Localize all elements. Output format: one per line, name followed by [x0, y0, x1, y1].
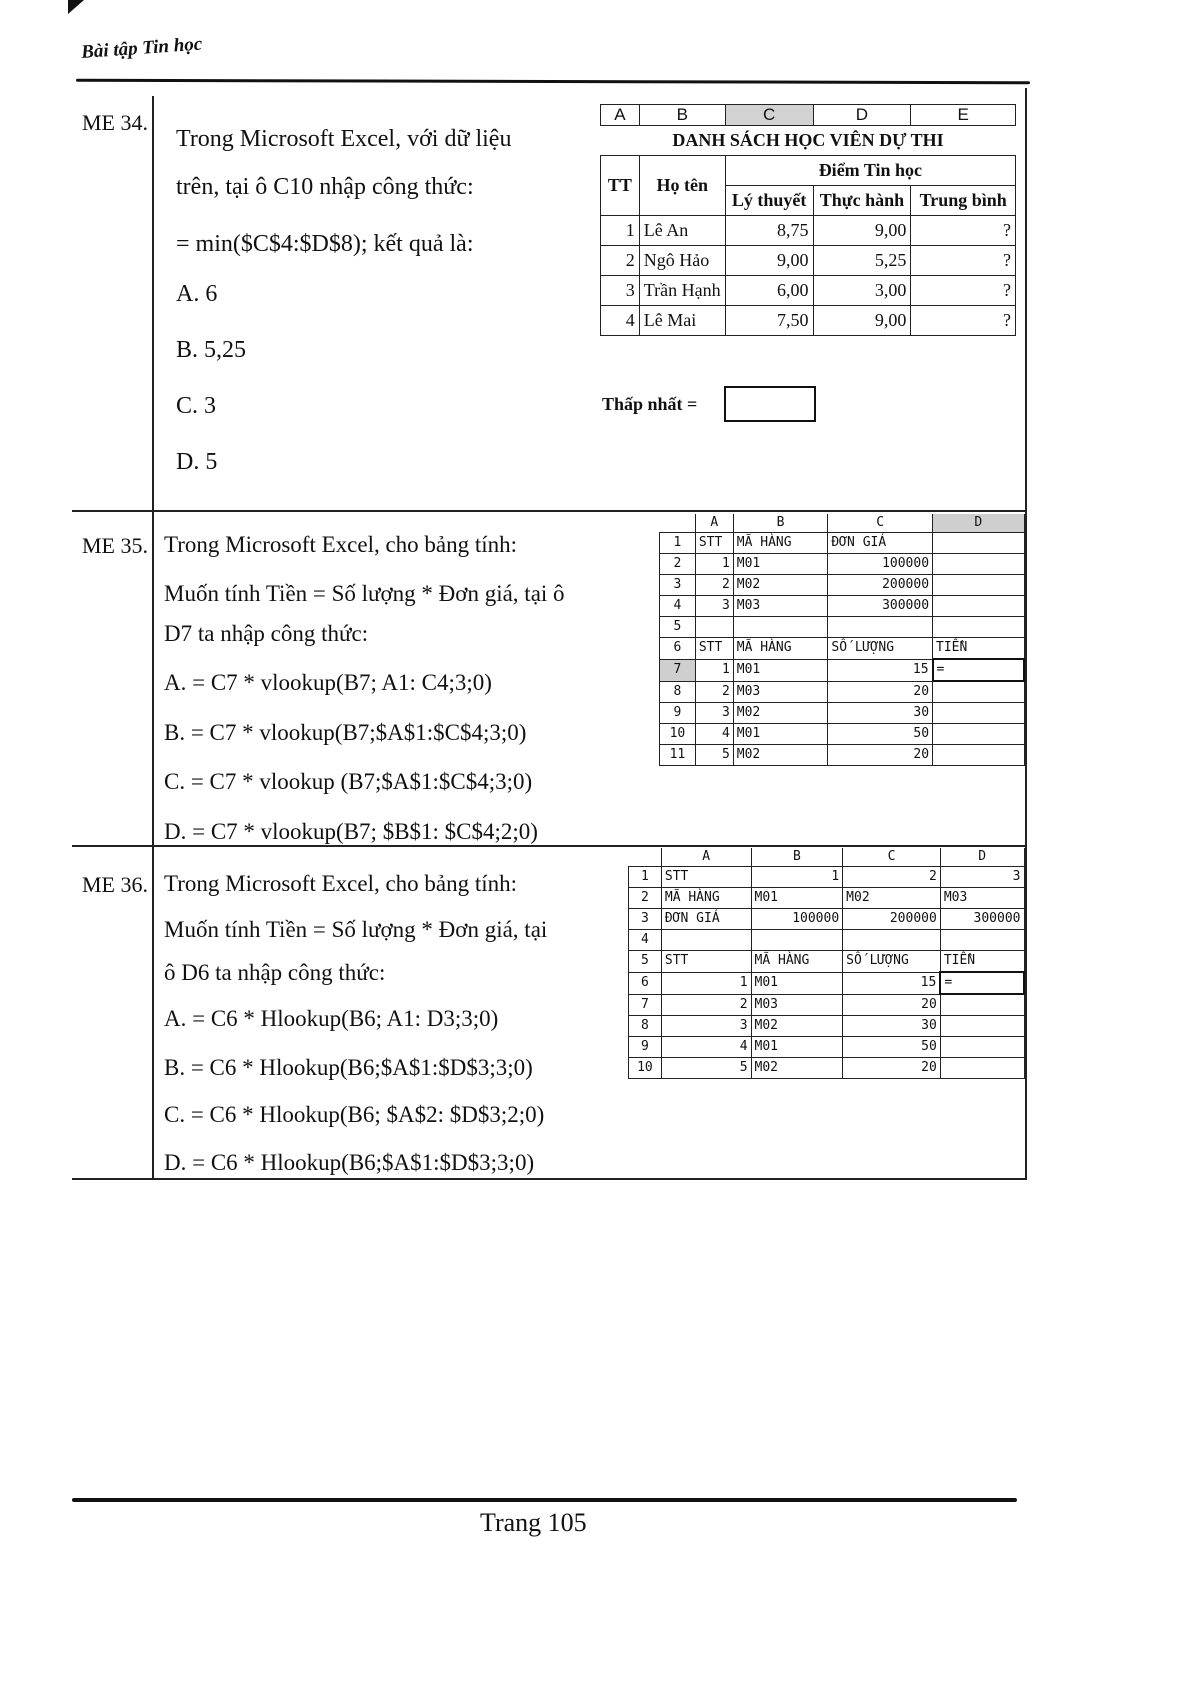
cell-theory: 7,50 — [725, 306, 813, 336]
cell: M03 — [940, 888, 1024, 909]
q34-option-c: C. 3 — [176, 393, 217, 419]
cell-practice: 3,00 — [813, 276, 911, 306]
row-divider-35-36 — [72, 845, 1027, 847]
cell: M02 — [751, 1016, 843, 1037]
header-name: Họ tên — [639, 156, 725, 216]
cell — [933, 617, 1024, 638]
cell: M03 — [733, 681, 828, 703]
label-column-divider — [152, 96, 154, 1180]
cell: 200000 — [828, 575, 933, 596]
row-number: 2 — [629, 888, 662, 909]
cell: 15 — [843, 972, 941, 994]
cell-theory: 8,75 — [725, 216, 813, 246]
cell: M01 — [733, 554, 828, 575]
q34-line-1: Trong Microsoft Excel, với dữ liệu — [176, 126, 512, 152]
cell: M01 — [751, 972, 843, 994]
table-row — [660, 745, 1025, 766]
cell-tt: 2 — [601, 246, 640, 276]
cell: M01 — [733, 724, 828, 745]
q34-option-a: A. 6 — [176, 281, 218, 307]
cell-average: ? — [911, 246, 1016, 276]
corner-cell — [660, 514, 696, 533]
cell: M02 — [751, 1058, 843, 1079]
cell-practice: 9,00 — [813, 216, 911, 246]
row-number: 9 — [660, 703, 696, 724]
col-header-d: D — [933, 514, 1024, 533]
table-row — [660, 617, 1025, 638]
right-border — [1025, 88, 1027, 1180]
q35-line-3: D7 ta nhập công thức: — [164, 621, 369, 646]
col-header-b: B — [639, 105, 725, 126]
cell-practice: 5,25 — [813, 246, 911, 276]
corner-cell — [629, 848, 662, 867]
cell — [751, 930, 843, 951]
table-row — [629, 972, 1025, 994]
table-row — [660, 554, 1025, 575]
cell: 3 — [695, 703, 733, 724]
cell: 200000 — [843, 909, 941, 930]
cell: 30 — [843, 1016, 941, 1037]
q34-option-b: B. 5,25 — [176, 337, 247, 363]
row-number: 7 — [660, 659, 696, 681]
q35-option-d: D. = C7 * vlookup(B7; $B$1: $C$4;2;0) — [164, 819, 538, 844]
cell: TIỀN — [940, 951, 1024, 973]
row-number: 3 — [660, 575, 696, 596]
cell: 100000 — [828, 554, 933, 575]
table-row — [601, 216, 1016, 246]
row-number: 6 — [660, 638, 696, 660]
cell: 3 — [940, 867, 1024, 888]
q36-option-c: C. = C6 * Hlookup(B6; $A$2: $D$3;2;0) — [164, 1102, 545, 1127]
table-row — [601, 276, 1016, 306]
cell — [733, 617, 828, 638]
row-number: 8 — [660, 681, 696, 703]
row-number: 9 — [629, 1037, 662, 1058]
row-divider-34-35 — [72, 510, 1027, 512]
cell: M01 — [733, 659, 828, 681]
cell-tt: 1 — [601, 216, 640, 246]
q34-option-d: D. 5 — [176, 449, 218, 475]
table-row — [629, 1058, 1025, 1079]
cell: 20 — [843, 1058, 941, 1079]
table-row — [629, 994, 1025, 1016]
cell: STT — [661, 951, 751, 973]
cell: M02 — [733, 575, 828, 596]
cell-average: ? — [911, 216, 1016, 246]
cell — [933, 703, 1024, 724]
q35-spreadsheet — [659, 514, 1025, 766]
cell — [940, 1037, 1024, 1058]
col-header-a: A — [661, 848, 751, 867]
cell — [828, 617, 933, 638]
page-number: Trang 105 — [480, 1508, 587, 1537]
table-row — [629, 1037, 1025, 1058]
q36-spreadsheet — [628, 848, 1025, 1079]
cell: 2 — [695, 681, 733, 703]
cell: 5 — [695, 745, 733, 766]
cell: 3 — [695, 596, 733, 617]
q34-score-table — [600, 104, 1016, 336]
table-row — [629, 930, 1025, 951]
cell: STT — [695, 638, 733, 660]
question-label-34: ME 34. — [82, 110, 148, 135]
row-number: 7 — [629, 994, 662, 1016]
page-header-title: Bài tập Tin học — [80, 33, 203, 64]
header-average: Trung bình — [911, 186, 1016, 216]
table-row — [660, 638, 1025, 660]
cell: 2 — [695, 575, 733, 596]
cell: 15 — [828, 659, 933, 681]
row-number: 8 — [629, 1016, 662, 1037]
q34-line-3: = min($C$4:$D$8); kết quả là: — [176, 231, 474, 257]
q35-option-a: A. = C7 * vlookup(B7; A1: C4;3;0) — [164, 670, 492, 695]
table-row — [629, 909, 1025, 930]
table-row — [629, 951, 1025, 973]
row-number: 5 — [629, 951, 662, 973]
cell: M03 — [751, 994, 843, 1016]
q36-line-2: Muốn tính Tiền = Số lượng * Đơn giá, tại — [164, 917, 548, 942]
cell — [933, 745, 1024, 766]
cell-average: ? — [911, 276, 1016, 306]
cell: MÃ HÀNG — [751, 951, 843, 973]
table-row — [601, 246, 1016, 276]
q36-line-1: Trong Microsoft Excel, cho bảng tính: — [164, 871, 518, 896]
cell — [695, 617, 733, 638]
cell — [940, 994, 1024, 1016]
cell: 2 — [661, 994, 751, 1016]
q35-line-1: Trong Microsoft Excel, cho bảng tính: — [164, 532, 518, 557]
cell — [940, 1058, 1024, 1079]
cell — [933, 724, 1024, 745]
cell: M02 — [733, 745, 828, 766]
cell: MÃ HÀNG — [661, 888, 751, 909]
cell-average: ? — [911, 306, 1016, 336]
table-row — [660, 703, 1025, 724]
q36-option-b: B. = C6 * Hlookup(B6;$A$1:$D$3;3;0) — [164, 1055, 533, 1080]
column-header-row — [629, 848, 1025, 867]
row-number: 6 — [629, 972, 662, 994]
cell-name: Ngô Hảo — [639, 246, 725, 276]
cell — [933, 554, 1024, 575]
col-header-e: E — [911, 105, 1016, 126]
col-header-b: B — [733, 514, 828, 533]
cell: TIỀN — [933, 638, 1024, 660]
table-row — [660, 659, 1025, 681]
row-number: 3 — [629, 909, 662, 930]
cell: 300000 — [940, 909, 1024, 930]
cell — [933, 596, 1024, 617]
header-theory: Lý thuyết — [725, 186, 813, 216]
cell — [661, 930, 751, 951]
row-number: 2 — [660, 554, 696, 575]
cell-tt: 3 — [601, 276, 640, 306]
q34-line-2: trên, tại ô C10 nhập công thức: — [176, 174, 474, 200]
row-number: 1 — [629, 867, 662, 888]
cell: MÃ HÀNG — [733, 638, 828, 660]
cell — [940, 930, 1024, 951]
cell-theory: 9,00 — [725, 246, 813, 276]
cell: 20 — [843, 994, 941, 1016]
active-cell-d7: = — [933, 659, 1024, 681]
cell-theory: 6,00 — [725, 276, 813, 306]
cell: 300000 — [828, 596, 933, 617]
cell: M02 — [733, 703, 828, 724]
cell: 50 — [828, 724, 933, 745]
column-header-row — [601, 105, 1016, 126]
col-header-a: A — [601, 105, 640, 126]
cell — [933, 575, 1024, 596]
min-result-cell — [724, 386, 816, 422]
cell: 1 — [661, 972, 751, 994]
col-header-d: D — [940, 848, 1024, 867]
cell: MÃ HÀNG — [733, 533, 828, 554]
cell: ĐƠN GIÁ — [661, 909, 751, 930]
footer-rule — [72, 1498, 1017, 1502]
corner-mark — [68, 0, 84, 14]
cell: 1 — [751, 867, 843, 888]
bottom-border — [72, 1178, 1027, 1180]
cell-name: Lê An — [639, 216, 725, 246]
column-header-row — [660, 514, 1025, 533]
q36-option-d: D. = C6 * Hlookup(B6;$A$1:$D$3;3;0) — [164, 1150, 535, 1175]
row-number: 5 — [660, 617, 696, 638]
question-label-36: ME 36. — [82, 872, 148, 897]
q36-line-3: ô D6 ta nhập công thức: — [164, 960, 386, 985]
row-number: 11 — [660, 745, 696, 766]
row-number: 4 — [660, 596, 696, 617]
table-row — [660, 724, 1025, 745]
row-number: 10 — [629, 1058, 662, 1079]
col-header-c: C — [843, 848, 941, 867]
q35-option-c: C. = C7 * vlookup (B7;$A$1:$C$4;3;0) — [164, 769, 533, 794]
table-row — [601, 306, 1016, 336]
cell: 100000 — [751, 909, 843, 930]
cell-practice: 9,00 — [813, 306, 911, 336]
cell: 5 — [661, 1058, 751, 1079]
cell: 50 — [843, 1037, 941, 1058]
table-row — [629, 867, 1025, 888]
cell: M01 — [751, 1037, 843, 1058]
question-label-35: ME 35. — [82, 533, 148, 558]
cell: 1 — [695, 659, 733, 681]
table-title: DANH SÁCH HỌC VIÊN DỰ THI — [601, 126, 1016, 156]
cell-name: Trần Hạnh — [639, 276, 725, 306]
row-number: 10 — [660, 724, 696, 745]
col-header-b: B — [751, 848, 843, 867]
cell: SỐ LƯỢNG — [828, 638, 933, 660]
cell-tt: 4 — [601, 306, 640, 336]
col-header-d: D — [813, 105, 911, 126]
cell: 20 — [828, 745, 933, 766]
cell — [933, 533, 1024, 554]
header-tt: TT — [601, 156, 640, 216]
cell: M01 — [751, 888, 843, 909]
col-header-a: A — [695, 514, 733, 533]
cell: ĐƠN GIÁ — [828, 533, 933, 554]
table-row — [660, 533, 1025, 554]
q35-line-2: Muốn tính Tiền = Số lượng * Đơn giá, tại ô — [164, 581, 565, 606]
cell: 3 — [661, 1016, 751, 1037]
cell: STT — [661, 867, 751, 888]
cell-name: Lê Mai — [639, 306, 725, 336]
table-row — [660, 681, 1025, 703]
table-row — [629, 888, 1025, 909]
table-row — [660, 575, 1025, 596]
cell — [940, 1016, 1024, 1037]
cell: STT — [695, 533, 733, 554]
header-score-group: Điểm Tin học — [725, 156, 1015, 186]
row-number: 1 — [660, 533, 696, 554]
cell: 4 — [661, 1037, 751, 1058]
cell — [933, 681, 1024, 703]
cell: 2 — [843, 867, 941, 888]
row-number: 4 — [629, 930, 662, 951]
col-header-c: C — [725, 105, 813, 126]
col-header-c: C — [828, 514, 933, 533]
cell: M02 — [843, 888, 941, 909]
table-row — [660, 596, 1025, 617]
header-rule — [76, 79, 1030, 84]
table-row — [629, 1016, 1025, 1037]
q36-option-a: A. = C6 * Hlookup(B6; A1: D3;3;0) — [164, 1006, 499, 1031]
cell: 4 — [695, 724, 733, 745]
q35-option-b: B. = C7 * vlookup(B7;$A$1:$C$4;3;0) — [164, 720, 527, 745]
header-practice: Thực hành — [813, 186, 911, 216]
cell: SỐ LƯỢNG — [843, 951, 941, 973]
cell: M03 — [733, 596, 828, 617]
cell — [843, 930, 941, 951]
cell: 1 — [695, 554, 733, 575]
min-label: Thấp nhất = — [602, 394, 698, 414]
active-cell-d6: = — [940, 972, 1024, 994]
cell: 30 — [828, 703, 933, 724]
cell: 20 — [828, 681, 933, 703]
